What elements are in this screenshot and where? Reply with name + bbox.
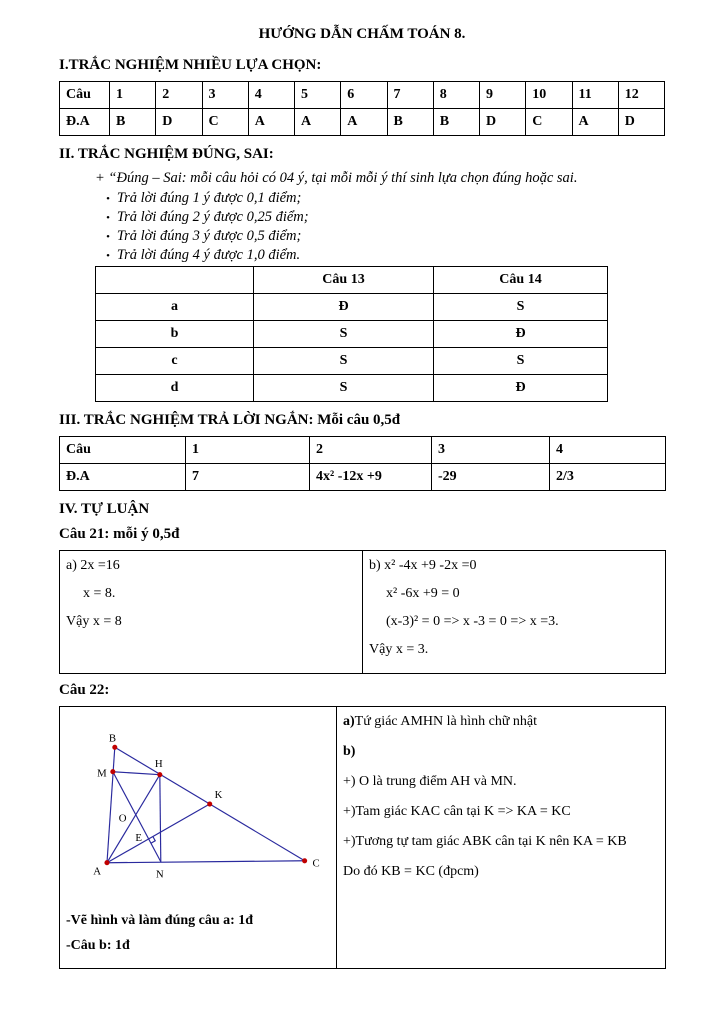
table-cell: 6: [341, 82, 387, 109]
table-cell: 5: [295, 82, 341, 109]
table-cell: Đ.A: [60, 464, 186, 491]
table-cell: S: [254, 375, 434, 402]
true-false-answer-table: [95, 266, 608, 402]
question-21-solution-table: [59, 550, 666, 674]
proof-line: [343, 742, 659, 762]
table-row: [60, 82, 665, 109]
section-heading-multiple-choice: I.TRẮC NGHIỆM NHIỀU LỰA CHỌN:: [59, 57, 322, 73]
vertex-label-E: E: [135, 832, 142, 845]
geometry-figure: [68, 714, 326, 896]
list-item-text: Trả lời đúng 1 ý được 0,1 điểm;: [116, 190, 302, 206]
question-22-heading: Câu 22:: [59, 682, 110, 698]
vertex-dot-C: [302, 858, 307, 863]
section-heading-short-answer: III. TRẮC NGHIỆM TRẢ LỜI NGẮN: Mỗi câu 0,5đ: [59, 412, 401, 428]
table-cell: 10: [526, 82, 572, 109]
question-22-solution-table: [59, 706, 666, 969]
table-row: [96, 375, 608, 402]
table-cell: A: [572, 109, 618, 136]
multiple-choice-answer-table: [59, 81, 665, 136]
table-cell: B: [387, 109, 433, 136]
table-cell: Đ: [254, 294, 434, 321]
table-row: [60, 707, 666, 969]
question-21-heading: Câu 21: mỗi ý 0,5đ: [59, 526, 180, 542]
table-cell: Đ: [434, 321, 608, 348]
table-cell: 9: [480, 82, 526, 109]
solution-line: a) 2x =16: [66, 558, 120, 573]
list-item-text: Trả lời đúng 2 ý được 0,25 điểm;: [116, 209, 309, 225]
proof-line: [343, 802, 659, 822]
bullet-icon: •: [106, 193, 110, 205]
short-answer-table: [59, 436, 666, 491]
solution-line: x = 8.: [83, 586, 116, 601]
proof-line-text: +)Tam giác KAC cân tại K => KA = KC: [343, 804, 571, 819]
table-cell: 1: [110, 82, 156, 109]
list-item-text: Trả lời đúng 4 ý được 1,0 điểm.: [116, 247, 301, 263]
segment-HN: [160, 775, 161, 862]
table-cell: S: [254, 348, 434, 375]
bullet-icon: •: [106, 231, 110, 243]
bullet-icon: •: [106, 212, 110, 224]
table-cell: Câu 13: [254, 267, 434, 294]
proof-line: [343, 772, 659, 792]
table-cell: 4: [550, 437, 666, 464]
segment-AB: [107, 747, 115, 862]
proof-line: [343, 712, 659, 732]
table-cell: [96, 267, 254, 294]
vertex-dot-B: [112, 745, 117, 750]
table-cell: S: [434, 348, 608, 375]
table-row: [60, 551, 666, 674]
table-cell: Đ: [434, 375, 608, 402]
list-item: [106, 247, 665, 265]
table-row: [60, 437, 666, 464]
vertex-label-M: M: [97, 767, 107, 780]
table-cell: A: [248, 109, 294, 136]
table-cell: D: [156, 109, 202, 136]
proof-line-text: Do đó KB = KC (đpcm): [343, 864, 479, 879]
table-cell: 4x² -12x +9: [310, 464, 432, 491]
table-cell: Đ.A: [60, 109, 110, 136]
vertex-dot-M: [110, 769, 115, 774]
proof-cell: [337, 707, 666, 969]
solution-line: x² -6x +9 = 0: [386, 586, 460, 601]
proof-line: [343, 832, 659, 852]
vertex-dot-A: [104, 860, 109, 865]
segment-AC: [107, 861, 305, 863]
table-cell: 11: [572, 82, 618, 109]
grading-notes: [66, 913, 330, 954]
table-cell: -29: [432, 464, 550, 491]
table-body: [60, 707, 666, 969]
table-row: [96, 294, 608, 321]
figure-wrapper: [66, 712, 330, 901]
table-row: [60, 464, 666, 491]
segment-MH: [113, 772, 160, 775]
figure-cell: [60, 707, 337, 969]
list-item-text: Trả lời đúng 3 ý được 0,5 điểm;: [116, 228, 302, 244]
table-cell: 7: [186, 464, 310, 491]
table-cell: Câu: [60, 82, 110, 109]
table-cell: A: [341, 109, 387, 136]
solution-line: Vậy x = 8: [66, 614, 122, 629]
list-item: [106, 190, 665, 208]
proof-line: [343, 862, 659, 882]
table-cell: c: [96, 348, 254, 375]
solution-line: b) x² -4x +9 -2x =0: [369, 558, 477, 573]
vertex-label-C: C: [312, 857, 320, 870]
table-cell: S: [434, 294, 608, 321]
table-cell: S: [254, 321, 434, 348]
table-cell: 3: [202, 82, 248, 109]
table-cell: 1: [186, 437, 310, 464]
table-cell: B: [433, 109, 479, 136]
table-cell: 2: [156, 82, 202, 109]
solution-line: Vậy x = 3.: [369, 642, 429, 657]
table-cell: C: [202, 109, 248, 136]
solution-line: (x-3)² = 0 => x -3 = 0 => x =3.: [386, 614, 559, 629]
triangle-lines: [107, 747, 305, 862]
section-heading-essay: IV. TỰ LUẬN: [59, 501, 150, 517]
table-cell: a: [96, 294, 254, 321]
list-item: [106, 209, 665, 227]
table-cell: Câu: [60, 437, 186, 464]
vertex-dot-H: [157, 772, 162, 777]
table-row: [60, 109, 665, 136]
scoring-rules-list: [106, 190, 665, 265]
scoring-note: + “Đúng – Sai: mỗi câu hỏi có 04 ý, tại mỗi mỗi ý thí sinh lựa chọn đúng hoặc sai.: [95, 170, 578, 186]
solution-cell-a: [60, 551, 363, 674]
table-cell: C: [526, 109, 572, 136]
proof-line-prefix: a): [343, 714, 355, 729]
vertex-dot-K: [207, 801, 212, 806]
table-body: [60, 551, 666, 674]
table-cell: Câu 14: [434, 267, 608, 294]
table-row: [96, 267, 608, 294]
table-cell: 3: [432, 437, 550, 464]
solution-cell-b: [363, 551, 666, 674]
table-cell: 2/3: [550, 464, 666, 491]
proof-line-text: +)Tương tự tam giác ABK cân tại K nên KA = KB: [343, 834, 627, 849]
table-cell: b: [96, 321, 254, 348]
proof-line-text: +) O là trung điểm AH và MN.: [343, 774, 517, 789]
bullet-icon: •: [106, 250, 110, 262]
table-body: [60, 437, 666, 491]
table-cell: 7: [387, 82, 433, 109]
segment-AH: [107, 775, 160, 863]
table-cell: D: [618, 109, 664, 136]
table-cell: 8: [433, 82, 479, 109]
vertex-label-B: B: [108, 732, 117, 745]
list-item: [106, 228, 665, 246]
proof-line-prefix: b): [343, 744, 356, 759]
vertex-label-A: A: [93, 865, 102, 878]
page-title: HƯỚNG DẪN CHẤM TOÁN 8.: [258, 26, 466, 42]
vertex-label-K: K: [214, 789, 223, 802]
table-cell: B: [110, 109, 156, 136]
vertex-label-O: O: [118, 812, 127, 825]
table-body: [60, 82, 665, 136]
table-body: [96, 267, 608, 402]
proof-line-text: Tứ giác AMHN là hình chữ nhật: [354, 714, 538, 729]
table-row: [96, 321, 608, 348]
section-heading-true-false: II. TRẮC NGHIỆM ĐÚNG, SAI:: [59, 146, 274, 162]
table-cell: 4: [248, 82, 294, 109]
table-cell: 2: [310, 437, 432, 464]
grading-note-line: -Câu b: 1đ: [66, 938, 130, 953]
vertex-label-N: N: [155, 868, 164, 881]
table-cell: 12: [618, 82, 664, 109]
table-cell: D: [480, 109, 526, 136]
vertex-label-H: H: [154, 757, 163, 770]
table-cell: A: [295, 109, 341, 136]
table-cell: d: [96, 375, 254, 402]
grading-note-line: -Vẽ hình và làm đúng câu a: 1đ: [66, 913, 254, 928]
table-row: [96, 348, 608, 375]
